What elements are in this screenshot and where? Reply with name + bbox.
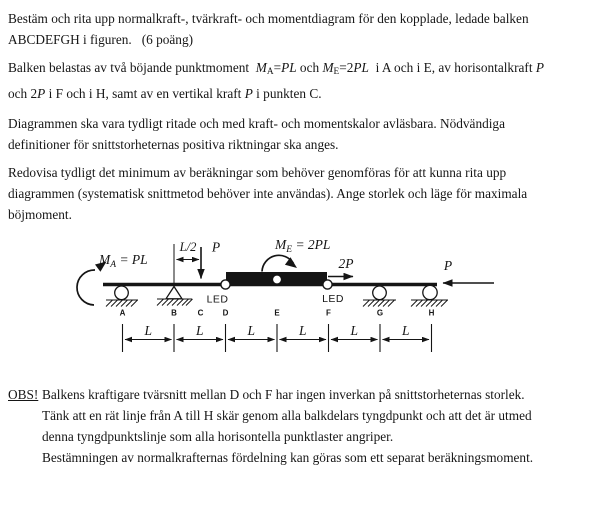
svg-text:B: B	[171, 308, 177, 318]
text-line: böjmoment.	[8, 207, 72, 222]
label-force-p-c: P	[211, 239, 221, 255]
dimension-l-half	[174, 240, 199, 286]
svg-text:L: L	[298, 323, 307, 338]
label-moment-e: $M_E = 2PL$	[275, 237, 331, 255]
text-line: definitioner för snittstorheternas positiva riktningar ska anges.	[8, 137, 339, 152]
label-force-p-h: P	[443, 258, 453, 273]
note-body	[42, 384, 533, 468]
svg-text:C: C	[197, 308, 204, 318]
force-2p-at-f	[328, 256, 354, 277]
hinge-label-d: LED	[206, 293, 229, 306]
svg-text:F: F	[326, 308, 331, 318]
support-pin-b	[157, 287, 193, 306]
svg-text:L: L	[401, 323, 410, 338]
moment-arrow-a	[77, 262, 107, 306]
svg-text:L: L	[195, 323, 204, 338]
text-line: Diagrammen ska vara tydligt ritade och med kraft- och momentskalor avläsbara. Nödvändiga	[8, 116, 505, 131]
text-line: denna tyngdpunktslinje som alla horisontella punktlaster angriper.	[42, 429, 394, 444]
text-line: Redovisa tydligt det minimum av beräkningar som behöver genomföras för att kunna rita upp	[8, 165, 507, 180]
svg-text:D: D	[222, 308, 229, 318]
svg-text:G: G	[376, 308, 384, 318]
force-p-at-h	[443, 258, 494, 283]
hinge-d	[221, 280, 230, 289]
svg-text:L: L	[350, 323, 359, 338]
pin-e	[272, 275, 281, 284]
moment-arrow-e	[262, 255, 297, 271]
note-heading: OBS!	[8, 387, 39, 402]
text-line: diagrammen (systematisk snittmetod behöver inte användas). Ange storlek och läge för maximala	[8, 186, 528, 201]
support-roller-h	[411, 285, 448, 306]
hinge-f	[323, 280, 332, 289]
svg-text:H: H	[428, 308, 435, 318]
text-line: och 2P i F och i H, samt av en vertikal kraft P i punkten C.	[8, 86, 322, 102]
hinge-label-f: LED	[322, 293, 344, 305]
label-moment-a: $M_A$ = PL	[99, 252, 148, 270]
svg-text:A: A	[119, 308, 126, 318]
text-line: Balkens kraftigare tvärsnitt mellan D och F har ingen inverkan på snittstorheternas storlek.	[42, 387, 525, 402]
dimension-row	[123, 323, 432, 352]
text-line: Bestäm och rita upp normalkraft-, tvärkraft- och momentdiagram för den kopplade, ledade balken	[8, 11, 529, 26]
text-line: ABCDEFGH i figuren. (6 poäng)	[8, 32, 194, 47]
point-labels	[120, 309, 435, 318]
svg-text:E: E	[274, 308, 280, 318]
label-l-half: L/2	[179, 240, 197, 254]
label-force-2p: 2P	[338, 256, 354, 271]
text-line: Balken belastas av två böjande punktmoment MA=PL och ME=2PL i A och i E, av horisontalkraft P	[8, 60, 544, 78]
note-obs	[8, 384, 533, 468]
force-p-at-c	[201, 240, 220, 279]
support-roller-g	[363, 286, 396, 307]
svg-text:L: L	[247, 323, 256, 338]
svg-text:L: L	[144, 323, 153, 338]
text-line: Tänk att en rät linje från A till H skär genom alla balkdelars tyngdpunkt och att det är utmed	[42, 408, 532, 423]
text-line: Bestämningen av normalkrafternas fördelning kan göras som ett separat beräkningsmoment.	[42, 450, 534, 465]
support-roller-a	[106, 286, 138, 307]
